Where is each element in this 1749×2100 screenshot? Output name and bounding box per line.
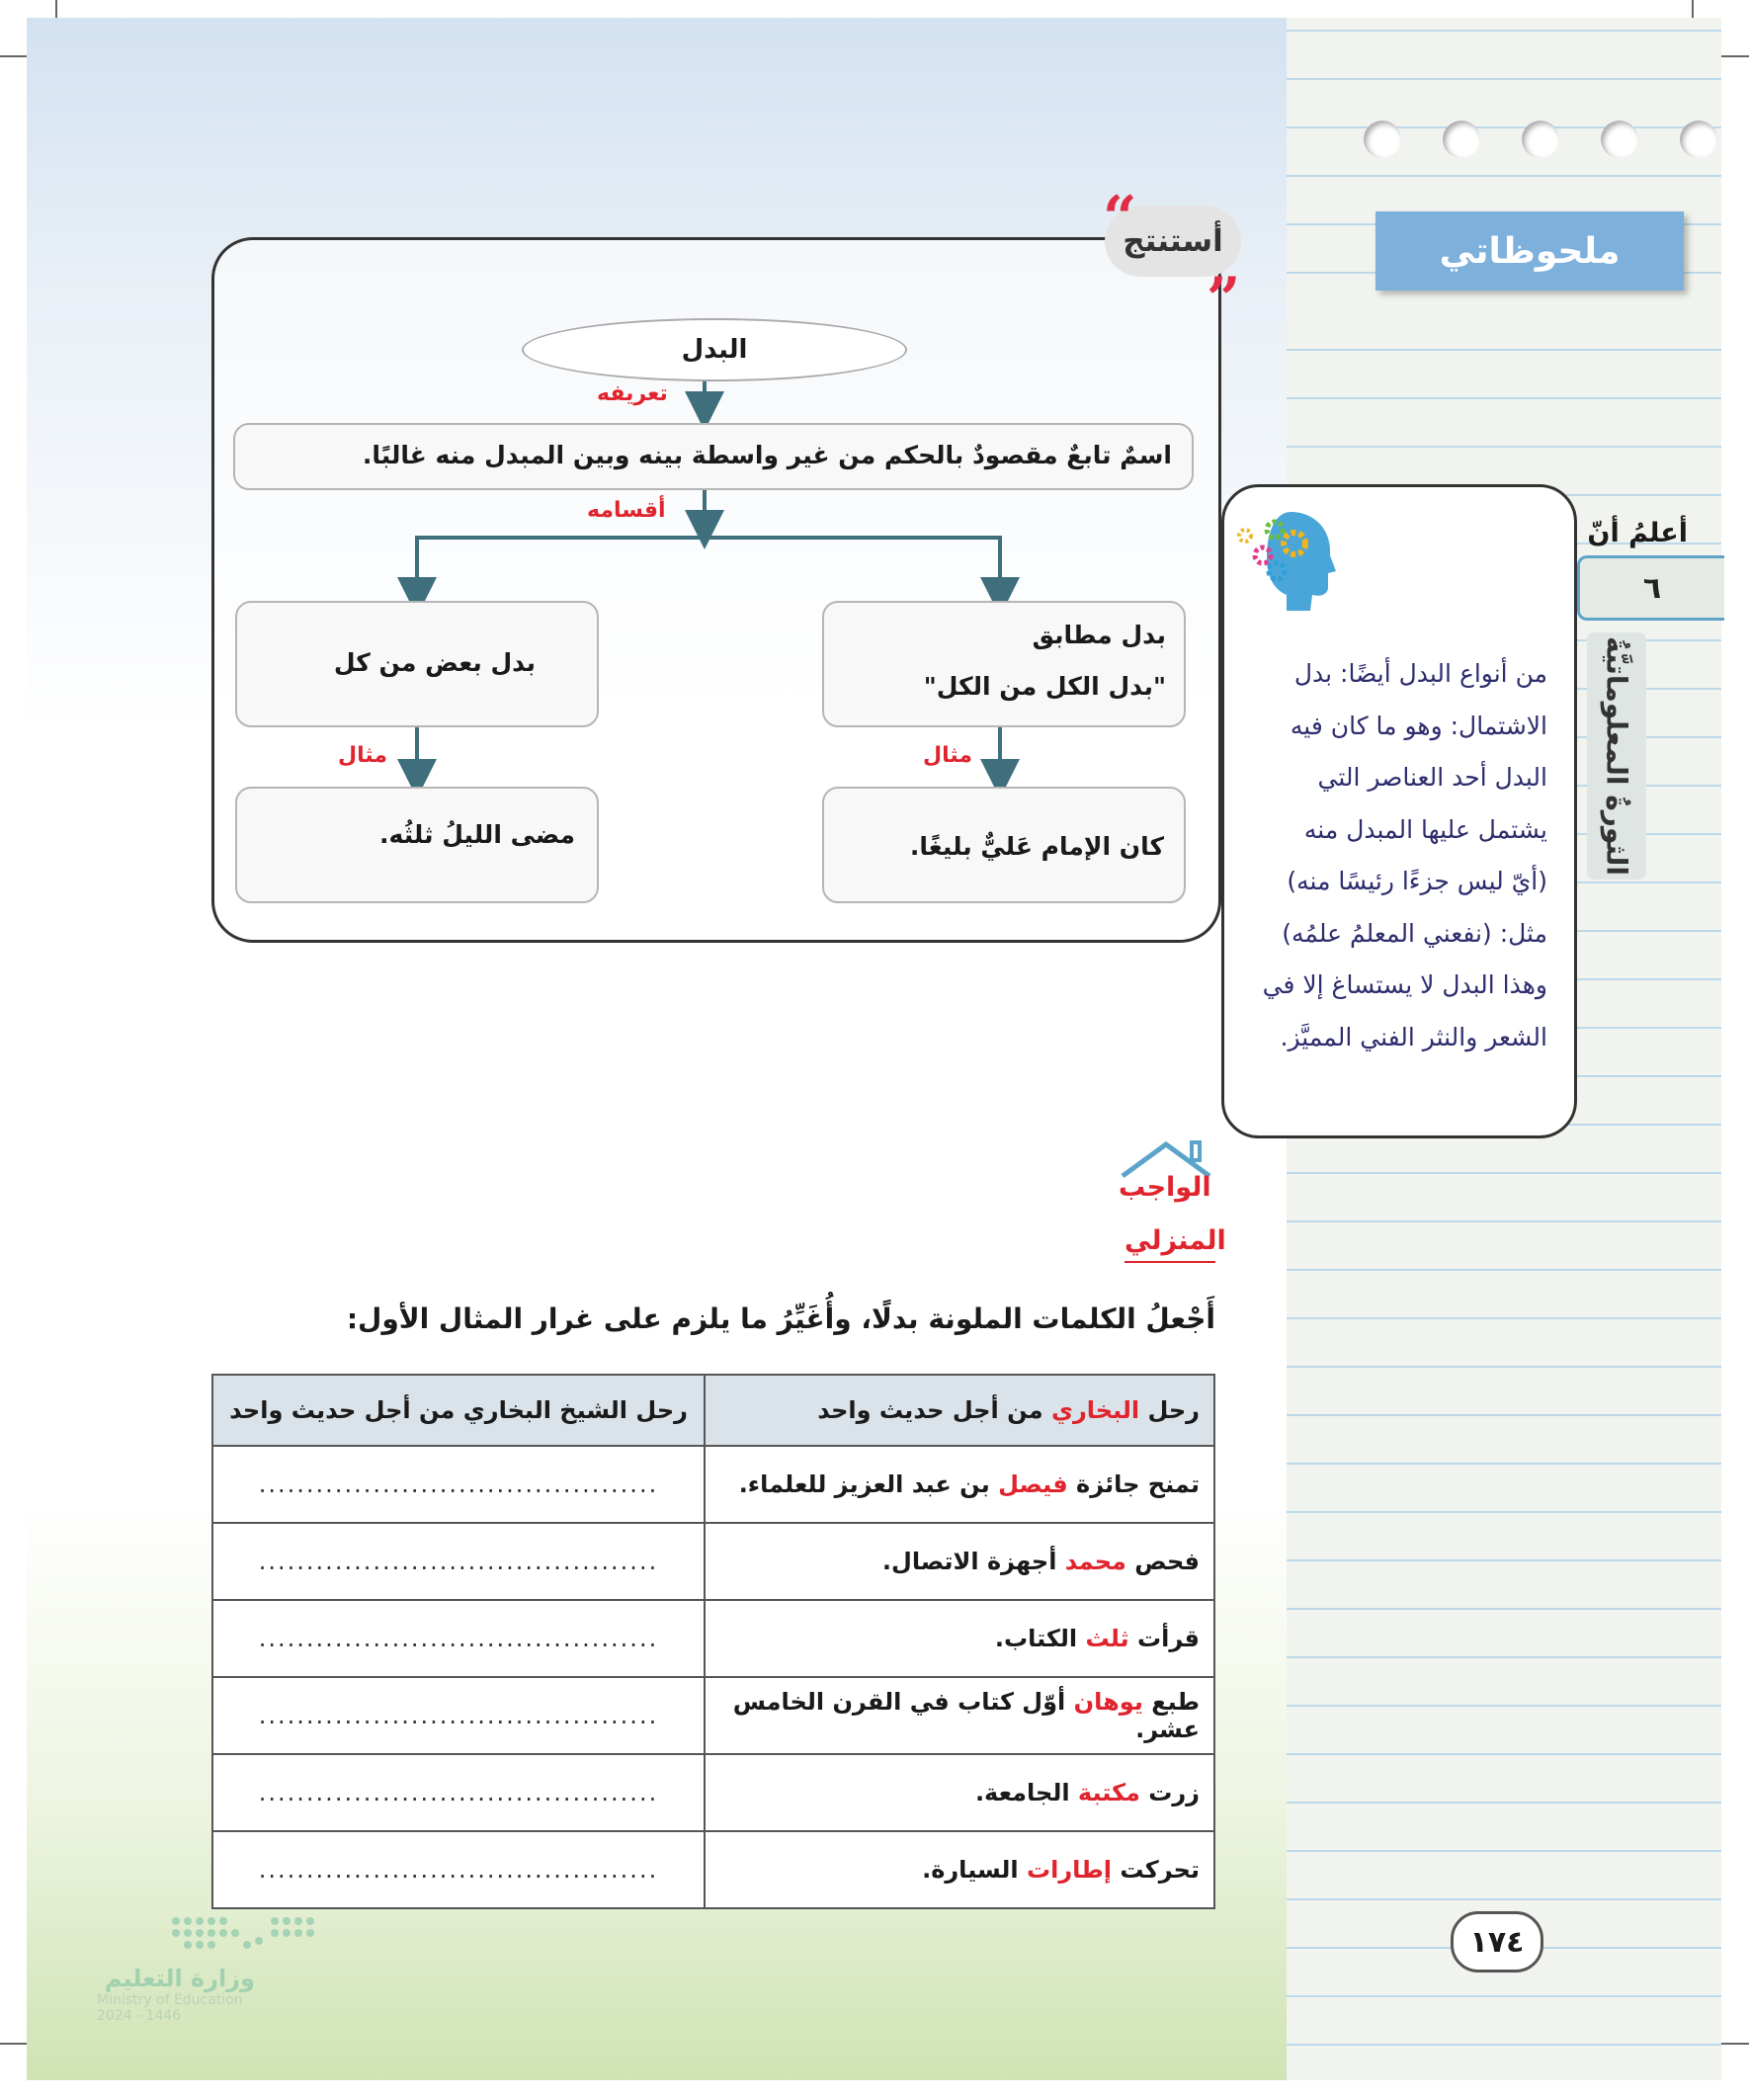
binder-hole	[1522, 121, 1559, 158]
answer-blank[interactable]: ..........................................	[212, 1677, 705, 1754]
notes-banner	[1375, 211, 1684, 291]
know-line: وهذا البدل لا يستساغ إلا في	[1262, 970, 1547, 999]
chapter-number: ٦	[1642, 570, 1662, 606]
know-line: البدل أحد العناصر التي	[1317, 763, 1547, 792]
chapter-title: الثورةُ المعلوماتيَّةُ	[1600, 636, 1633, 876]
know-line: (أيّ ليس جزءًا رئيسًا منه)	[1287, 867, 1547, 895]
ministry-logo	[97, 1901, 334, 2024]
table-row	[212, 1600, 1214, 1677]
binder-hole	[1364, 121, 1401, 158]
type-node-right	[822, 601, 1186, 727]
table-row	[212, 1754, 1214, 1831]
homework-underline	[1124, 1261, 1215, 1263]
page-number	[1451, 1911, 1543, 1973]
question-cell: تمنح جائزة فيصل بن عبد العزيز للعلماء.	[705, 1446, 1214, 1523]
quote-close-icon: „	[1208, 231, 1242, 300]
binder-hole	[1680, 121, 1717, 158]
definition-text: اسمٌ تابعٌ مقصودٌ بالحكم من غير واسطة بينه وبين المبدل منه غالبًا.	[362, 441, 1172, 469]
know-line: من أنواع البدل أيضًا: بدل	[1293, 659, 1547, 688]
know-box-text	[1239, 648, 1547, 1063]
logo-dots-icon	[97, 1901, 334, 1961]
example-label-right: مثال	[923, 743, 972, 768]
example-right-text: كان الإمام عَليٌّ بليغًا.	[909, 832, 1164, 861]
divisions-label: أقسامه	[587, 498, 666, 523]
question-cell: قرأت ثلث الكتاب.	[705, 1600, 1214, 1677]
question-cell: زرت مكتبة الجامعة.	[705, 1754, 1214, 1831]
header-question: رحل البخاري من أجل حديث واحد	[705, 1375, 1214, 1446]
know-line: الاشتمال: وهو ما كان فيه	[1290, 711, 1547, 740]
know-line: مثل: (نفعني المعلمُ علمُه)	[1282, 918, 1547, 948]
root-label: البدل	[681, 335, 748, 365]
header-answer: رحل الشيخ البخاري من أجل حديث واحد	[212, 1375, 705, 1446]
answer-blank[interactable]: ..........................................	[212, 1754, 705, 1831]
head-gears-icon	[1233, 500, 1336, 638]
question-cell: طبع يوهان أوّل كتاب في القرن الخامس عشر.	[705, 1677, 1214, 1754]
homework-instruction: أَجْعلُ الكلمات الملونة بدلًا، وأُغَيِّرُ ما يلزم على غرار المثال الأول:	[346, 1302, 1215, 1335]
example-node-left	[235, 787, 599, 903]
crop-mark	[1721, 2043, 1749, 2045]
type-right-line2: "بدل الكل من الكل"	[923, 672, 1166, 701]
logo-arabic: وزارة التعليم	[104, 1965, 255, 1992]
type-left-text: بدل بعض من كل	[333, 648, 536, 677]
type-right-line1: بدل مطابق	[1032, 621, 1166, 649]
example-label-left: مثال	[338, 743, 387, 768]
chapter-tab	[1577, 555, 1724, 621]
logo-year: 2024 - 1446	[97, 2008, 182, 2024]
definition-node	[233, 423, 1194, 490]
flowchart-root	[522, 318, 907, 381]
page-number-text: ١٧٤	[1469, 1924, 1525, 1960]
example-left-text: مضى الليلُ ثلثُه.	[379, 820, 575, 849]
know-line: يشتمل عليها المبدل منه	[1303, 814, 1547, 844]
definition-label: تعريفه	[597, 381, 668, 406]
homework-title-line2: المنزلي	[1124, 1225, 1226, 1256]
logo-english: Ministry of Education	[97, 1992, 243, 2008]
answer-blank[interactable]: ..........................................	[212, 1831, 705, 1908]
crop-mark	[0, 55, 28, 57]
quote-open-icon: “	[1103, 184, 1137, 253]
crop-mark	[0, 2043, 28, 2045]
crop-mark	[1721, 55, 1749, 57]
table-row	[212, 1677, 1214, 1754]
table-row	[212, 1831, 1214, 1908]
know-line: الشعر والنثر الفني المميَّز.	[1280, 1022, 1547, 1051]
example-node-right	[822, 787, 1186, 903]
answer-blank[interactable]: ..........................................	[212, 1446, 705, 1523]
conclude-badge-label: أستنتج	[1123, 223, 1223, 259]
type-node-left	[235, 601, 599, 727]
table-header-row	[212, 1375, 1214, 1446]
know-box-title: أعلمُ أنّ	[1587, 518, 1688, 548]
binder-hole	[1601, 121, 1638, 158]
homework-table	[211, 1374, 1215, 1909]
table-row	[212, 1523, 1214, 1600]
chapter-title-tab	[1587, 632, 1646, 880]
question-cell: تحركت إطارات السيارة.	[705, 1831, 1214, 1908]
binder-hole	[1443, 121, 1480, 158]
homework-title-line1: الواجب	[1119, 1172, 1211, 1203]
answer-blank[interactable]: ..........................................	[212, 1523, 705, 1600]
notes-banner-label: ملحوظاتي	[1439, 230, 1621, 272]
answer-blank[interactable]: ..........................................	[212, 1600, 705, 1677]
question-cell: فحص محمد أجهزة الاتصال.	[705, 1523, 1214, 1600]
table-row	[212, 1446, 1214, 1523]
